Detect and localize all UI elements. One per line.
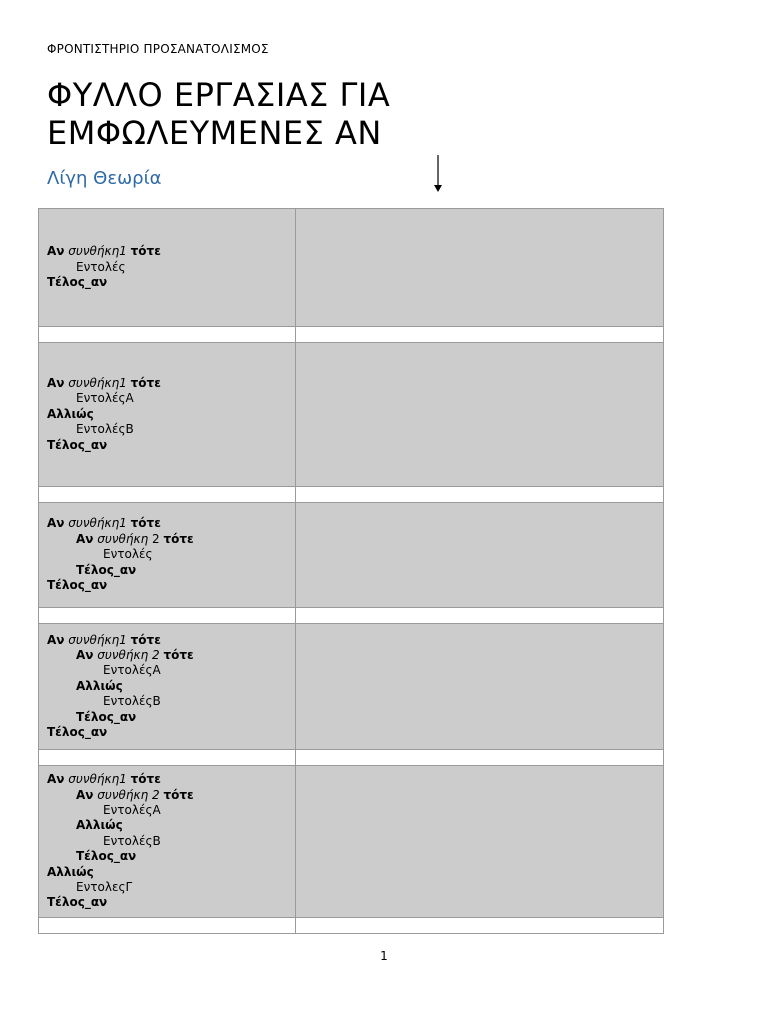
keyword: Αν: [47, 375, 65, 390]
code-line: Τέλος_αν: [47, 725, 108, 740]
condition: συνθήκη1: [68, 516, 127, 531]
condition: συνθήκη 2: [97, 647, 160, 662]
keyword: Αν: [76, 787, 94, 802]
title-line-2: ΕΜΦΩΛΕΥΜΕΝΕΣ ΑΝ: [47, 114, 382, 152]
condition: συνθήκη1: [68, 375, 127, 390]
table-row: [39, 503, 664, 608]
code-cell: [39, 624, 296, 750]
answer-cell[interactable]: [296, 624, 664, 750]
table-row: [39, 624, 664, 750]
code-line: ΕντολέςΒ: [103, 833, 161, 848]
spacer-row: [39, 327, 664, 343]
code-line: Τέλος_αν: [76, 709, 137, 724]
code-cell: [39, 209, 296, 327]
answer-cell[interactable]: [296, 503, 664, 608]
code-line: ΕντολεςΓ: [76, 880, 133, 895]
keyword: Αν: [76, 531, 94, 546]
code-line: Αλλιώς: [76, 818, 123, 833]
code-cell: [39, 343, 296, 487]
code-table: [38, 208, 664, 934]
condition: συνθήκη1: [68, 632, 127, 647]
condition: συνθήκη: [97, 531, 149, 546]
keyword: τότε: [163, 531, 194, 546]
code-line: Αλλιώς: [76, 678, 123, 693]
code-line: ΕντολέςΑ: [103, 663, 161, 678]
code-line: Εντολές: [76, 259, 126, 274]
table-row: [39, 766, 664, 918]
code-line: Τέλος_αν: [47, 437, 108, 452]
section-heading: Λίγη Θεωρία: [47, 168, 162, 189]
code-line: Εντολές: [103, 547, 153, 562]
table-row: [39, 343, 664, 487]
code-cell: [39, 503, 296, 608]
spacer-row: [39, 487, 664, 503]
keyword: τότε: [130, 375, 161, 390]
code-line: Τέλος_αν: [76, 849, 137, 864]
keyword: Αν: [47, 516, 65, 531]
keyword: Αν: [47, 244, 65, 259]
keyword: Αν: [47, 772, 65, 787]
answer-cell[interactable]: [296, 343, 664, 487]
table-row: [39, 209, 664, 327]
code-line: Αλλιώς: [47, 406, 94, 421]
answer-cell[interactable]: [296, 209, 664, 327]
spacer-row: [39, 918, 664, 934]
keyword: Αν: [47, 632, 65, 647]
keyword: τότε: [130, 244, 161, 259]
condition: συνθήκη1: [68, 772, 127, 787]
page-number: 1: [380, 949, 388, 963]
condition: συνθήκη1: [68, 244, 127, 259]
header-text: ΦΡΟΝΤΙΣΤΗΡΙΟ ΠΡΟΣΑΝΑΤΟΛΙΣΜΟΣ: [47, 42, 269, 56]
answer-cell[interactable]: [296, 766, 664, 918]
code-line: ΕντολέςΒ: [76, 422, 134, 437]
down-arrow-icon: [430, 155, 446, 195]
code-line: Τέλος_αν: [47, 578, 108, 593]
keyword: τότε: [130, 516, 161, 531]
code-cell: [39, 766, 296, 918]
spacer-row: [39, 608, 664, 624]
keyword: τότε: [130, 632, 161, 647]
code-line: ΕντολέςΑ: [103, 802, 161, 817]
keyword: τότε: [130, 772, 161, 787]
keyword: τότε: [163, 787, 194, 802]
keyword: Αν: [76, 647, 94, 662]
code-line: Αλλιώς: [47, 864, 94, 879]
condition-number: 2: [152, 531, 160, 546]
condition: συνθήκη 2: [97, 787, 160, 802]
spacer-row: [39, 750, 664, 766]
code-line: ΕντολέςΒ: [103, 694, 161, 709]
code-line: Τέλος_αν: [47, 275, 108, 290]
keyword: τότε: [163, 647, 194, 662]
code-line: ΕντολέςΑ: [76, 391, 134, 406]
code-line: Τέλος_αν: [47, 895, 108, 910]
code-line: Τέλος_αν: [76, 562, 137, 577]
page-title: [47, 76, 390, 152]
title-line-1: ΦΥΛΛΟ ΕΡΓΑΣΙΑΣ ΓΙΑ: [47, 76, 391, 114]
